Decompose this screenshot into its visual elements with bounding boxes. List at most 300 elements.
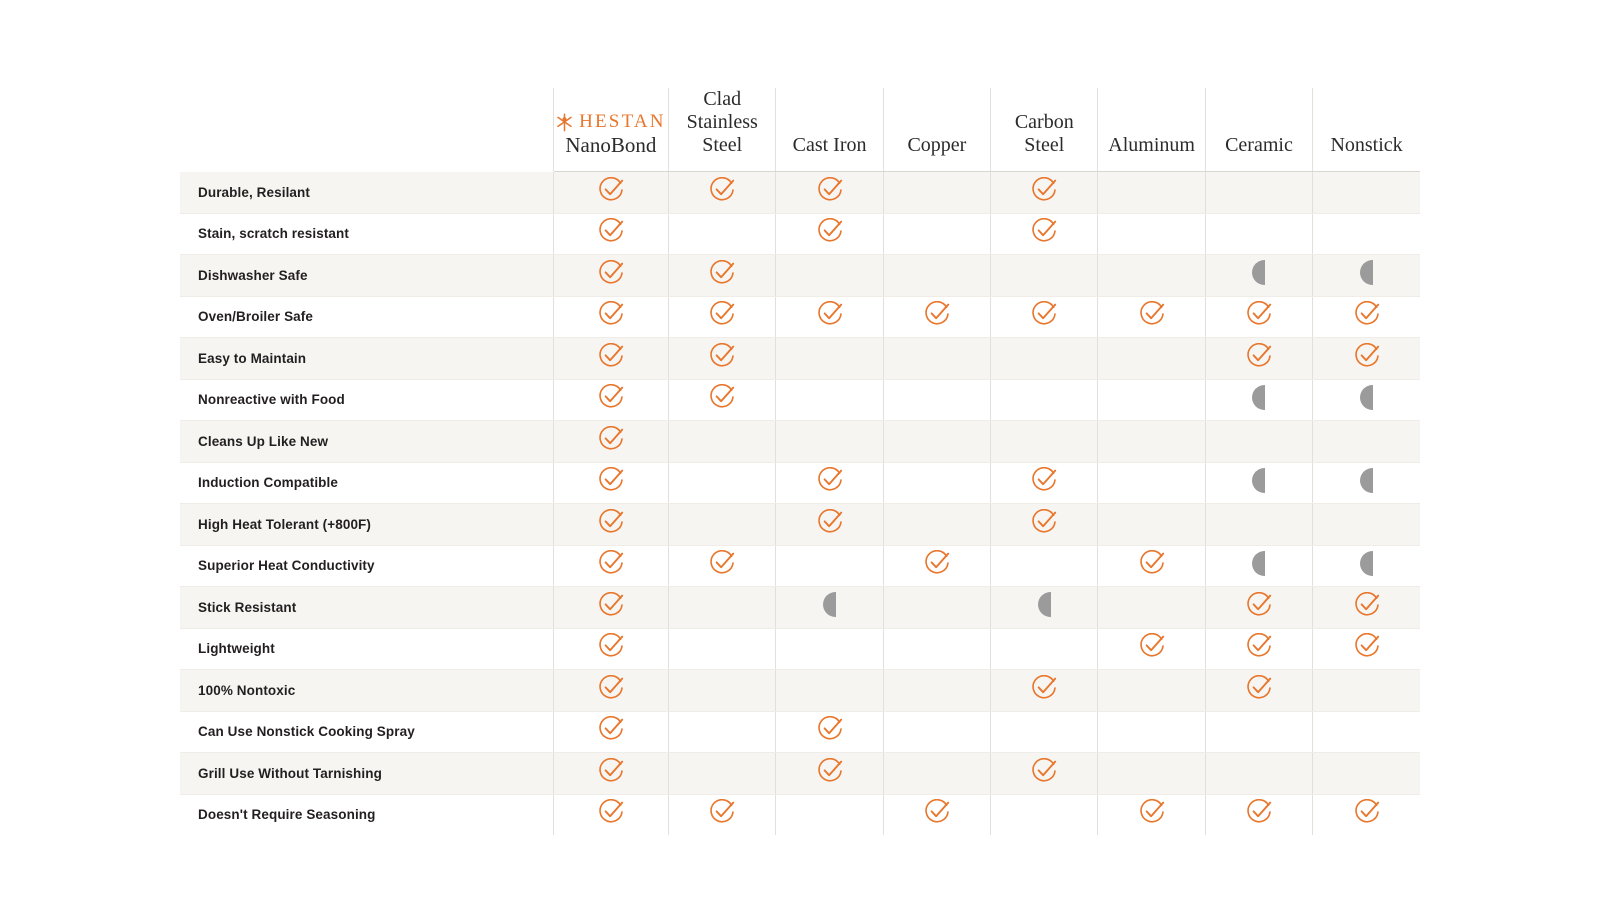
cell-nonstick-0	[1313, 172, 1420, 214]
empty-cell	[1151, 486, 1152, 487]
cell-carbon-steel-15	[991, 794, 1098, 835]
cell-hestan-nanobond-9	[553, 545, 668, 587]
half-circle-icon	[1252, 551, 1265, 576]
cell-nonstick-14	[1313, 753, 1420, 795]
empty-cell	[829, 361, 830, 362]
column-header-copper: Copper	[883, 88, 990, 172]
feature-label: 100% Nontoxic	[180, 670, 553, 712]
half-circle-icon	[1360, 260, 1373, 285]
empty-cell	[1044, 735, 1045, 736]
empty-cell	[722, 237, 723, 238]
cell-copper-7	[883, 462, 990, 504]
check-mark-icon	[598, 384, 624, 410]
cell-ceramic-8	[1205, 504, 1312, 546]
check-mark-icon	[598, 177, 624, 203]
check-mark-icon	[598, 716, 624, 742]
cell-copper-5	[883, 379, 990, 421]
cell-aluminum-1	[1098, 213, 1205, 255]
cell-cast-iron-5	[776, 379, 883, 421]
half-circle-icon	[823, 592, 836, 617]
cell-hestan-nanobond-2	[553, 255, 668, 297]
empty-cell	[1044, 278, 1045, 279]
check-mark-icon	[1246, 592, 1272, 618]
table-row	[180, 296, 1420, 338]
cell-aluminum-4	[1098, 338, 1205, 380]
cell-ceramic-0	[1205, 172, 1312, 214]
cell-cast-iron-10	[776, 587, 883, 629]
cell-ceramic-15	[1205, 794, 1312, 835]
empty-cell	[936, 610, 937, 611]
empty-cell	[1258, 444, 1259, 445]
brand-name: HESTAN	[579, 111, 666, 133]
empty-cell	[936, 735, 937, 736]
cell-copper-14	[883, 753, 990, 795]
cell-carbon-steel-1	[991, 213, 1098, 255]
cell-aluminum-0	[1098, 172, 1205, 214]
empty-cell	[1258, 195, 1259, 196]
cell-hestan-nanobond-8	[553, 504, 668, 546]
cell-clad-stainless-steel-10	[669, 587, 776, 629]
cell-hestan-nanobond-10	[553, 587, 668, 629]
empty-cell	[722, 486, 723, 487]
check-mark-icon	[817, 716, 843, 742]
feature-label: Durable, Resilant	[180, 172, 553, 214]
cell-carbon-steel-8	[991, 504, 1098, 546]
empty-cell	[1044, 361, 1045, 362]
cell-ceramic-3	[1205, 296, 1312, 338]
cell-nonstick-10	[1313, 587, 1420, 629]
empty-cell	[1044, 444, 1045, 445]
cell-clad-stainless-steel-15	[669, 794, 776, 835]
cell-ceramic-2	[1205, 255, 1312, 297]
empty-cell	[829, 652, 830, 653]
cell-clad-stainless-steel-5	[669, 379, 776, 421]
feature-label: Doesn't Require Seasoning	[198, 807, 376, 823]
check-mark-icon	[817, 467, 843, 493]
cell-aluminum-11	[1098, 628, 1205, 670]
cell-clad-stainless-steel-11	[669, 628, 776, 670]
check-mark-icon	[1246, 633, 1272, 659]
cell-aluminum-8	[1098, 504, 1205, 546]
empty-cell	[936, 237, 937, 238]
check-mark-icon	[817, 758, 843, 784]
cell-copper-11	[883, 628, 990, 670]
cookware-comparison-table	[180, 88, 1420, 835]
cell-clad-stainless-steel-3	[669, 296, 776, 338]
half-circle-icon	[1360, 468, 1373, 493]
cell-copper-1	[883, 213, 990, 255]
check-mark-icon	[1246, 343, 1272, 369]
table-row	[180, 213, 1420, 255]
cell-hestan-nanobond-3	[553, 296, 668, 338]
cell-hestan-nanobond-5	[553, 379, 668, 421]
empty-cell	[722, 693, 723, 694]
brand-subname: NanoBond	[565, 132, 657, 157]
empty-cell	[936, 652, 937, 653]
cell-hestan-nanobond-7	[553, 462, 668, 504]
empty-cell	[1366, 693, 1367, 694]
feature-label: Dishwasher Safe	[180, 255, 553, 297]
cell-cast-iron-12	[776, 670, 883, 712]
column-header-ceramic: Ceramic	[1205, 88, 1312, 172]
cell-carbon-steel-12	[991, 670, 1098, 712]
cell-carbon-steel-4	[991, 338, 1098, 380]
cell-nonstick-7	[1313, 462, 1420, 504]
half-circle-icon	[1360, 385, 1373, 410]
cell-ceramic-1	[1205, 213, 1312, 255]
check-mark-icon	[598, 467, 624, 493]
cell-ceramic-7	[1205, 462, 1312, 504]
cell-clad-stainless-steel-14	[669, 753, 776, 795]
check-mark-icon	[1246, 675, 1272, 701]
empty-cell	[1151, 610, 1152, 611]
check-mark-icon	[1354, 343, 1380, 369]
cell-cast-iron-2	[776, 255, 883, 297]
column-header-aluminum: Aluminum	[1098, 88, 1205, 172]
empty-cell	[829, 693, 830, 694]
empty-cell	[936, 776, 937, 777]
cell-hestan-nanobond-13	[553, 711, 668, 753]
empty-cell	[722, 444, 723, 445]
table-row	[180, 421, 1420, 463]
table-row	[180, 255, 1420, 297]
check-mark-icon	[709, 343, 735, 369]
cell-cast-iron-11	[776, 628, 883, 670]
empty-cell	[936, 361, 937, 362]
check-mark-icon	[924, 550, 950, 576]
table-row	[180, 172, 1420, 214]
table-row	[180, 545, 1420, 587]
table-row	[180, 587, 1420, 629]
half-circle-icon	[1252, 260, 1265, 285]
cell-hestan-nanobond-6	[553, 421, 668, 463]
empty-cell	[1044, 403, 1045, 404]
check-mark-icon	[709, 799, 735, 825]
cell-carbon-steel-13	[991, 711, 1098, 753]
feature-label: Nonreactive with Food	[180, 379, 553, 421]
cell-clad-stainless-steel-4	[669, 338, 776, 380]
cell-copper-12	[883, 670, 990, 712]
empty-cell	[1151, 527, 1152, 528]
cell-cast-iron-8	[776, 504, 883, 546]
cell-carbon-steel-7	[991, 462, 1098, 504]
cell-hestan-nanobond-11	[553, 628, 668, 670]
empty-cell	[936, 527, 937, 528]
cell-cast-iron-13	[776, 711, 883, 753]
empty-cell	[722, 652, 723, 653]
check-mark-icon	[1031, 301, 1057, 327]
cell-copper-15	[883, 794, 990, 835]
cell-cast-iron-4	[776, 338, 883, 380]
cell-nonstick-4	[1313, 338, 1420, 380]
cell-carbon-steel-3	[991, 296, 1098, 338]
check-mark-icon	[1246, 301, 1272, 327]
empty-cell	[1366, 735, 1367, 736]
cell-nonstick-5	[1313, 379, 1420, 421]
empty-cell	[722, 610, 723, 611]
check-mark-icon	[1354, 301, 1380, 327]
empty-cell	[1258, 776, 1259, 777]
check-mark-icon	[598, 343, 624, 369]
table-row	[180, 794, 1420, 835]
half-circle-icon	[1252, 468, 1265, 493]
cell-aluminum-12	[1098, 670, 1205, 712]
feature-label: Induction Compatible	[180, 462, 553, 504]
feature-label: Cleans Up Like New	[180, 421, 553, 463]
empty-cell	[936, 486, 937, 487]
empty-cell	[936, 195, 937, 196]
empty-cell	[1366, 237, 1367, 238]
empty-cell	[829, 403, 830, 404]
comparison-table-wrapper	[180, 88, 1420, 835]
feature-label: Easy to Maintain	[180, 338, 553, 380]
cell-clad-stainless-steel-7	[669, 462, 776, 504]
check-mark-icon	[598, 550, 624, 576]
cell-copper-2	[883, 255, 990, 297]
cell-carbon-steel-2	[991, 255, 1098, 297]
cell-nonstick-11	[1313, 628, 1420, 670]
cell-copper-0	[883, 172, 990, 214]
check-mark-icon	[1354, 799, 1380, 825]
check-mark-icon	[598, 633, 624, 659]
cell-nonstick-9	[1313, 545, 1420, 587]
check-mark-icon	[709, 301, 735, 327]
column-header-carbon-steel: Carbon Steel	[991, 88, 1098, 172]
check-mark-icon	[924, 301, 950, 327]
cell-cast-iron-7	[776, 462, 883, 504]
cell-aluminum-14	[1098, 753, 1205, 795]
cell-clad-stainless-steel-9	[669, 545, 776, 587]
empty-cell	[1366, 776, 1367, 777]
check-mark-icon	[1354, 592, 1380, 618]
cell-nonstick-12	[1313, 670, 1420, 712]
half-circle-icon	[1360, 551, 1373, 576]
check-mark-icon	[817, 218, 843, 244]
check-mark-icon	[598, 426, 624, 452]
cell-ceramic-6	[1205, 421, 1312, 463]
column-header-cast-iron: Cast Iron	[776, 88, 883, 172]
check-mark-icon	[598, 260, 624, 286]
empty-cell	[1044, 569, 1045, 570]
cell-hestan-nanobond-1	[553, 213, 668, 255]
empty-cell	[1258, 237, 1259, 238]
check-mark-icon	[1139, 550, 1165, 576]
cell-aluminum-6	[1098, 421, 1205, 463]
empty-cell	[722, 527, 723, 528]
check-mark-icon	[1139, 301, 1165, 327]
empty-cell	[1151, 776, 1152, 777]
table-row	[180, 753, 1420, 795]
cell-ceramic-10	[1205, 587, 1312, 629]
cell-aluminum-7	[1098, 462, 1205, 504]
cell-copper-6	[883, 421, 990, 463]
check-mark-icon	[1031, 509, 1057, 535]
table-row	[180, 338, 1420, 380]
cell-carbon-steel-10	[991, 587, 1098, 629]
cell-ceramic-9	[1205, 545, 1312, 587]
cell-aluminum-3	[1098, 296, 1205, 338]
check-mark-icon	[1031, 675, 1057, 701]
check-mark-icon	[598, 675, 624, 701]
cell-hestan-nanobond-4	[553, 338, 668, 380]
cell-cast-iron-3	[776, 296, 883, 338]
empty-cell	[936, 693, 937, 694]
half-circle-icon	[1038, 592, 1051, 617]
cell-nonstick-1	[1313, 213, 1420, 255]
feature-label: Superior Heat Conductivity	[180, 545, 553, 587]
check-mark-icon	[709, 260, 735, 286]
check-mark-icon	[598, 799, 624, 825]
table-body	[180, 172, 1420, 836]
cell-ceramic-13	[1205, 711, 1312, 753]
cell-nonstick-15	[1313, 794, 1420, 835]
empty-cell	[1151, 237, 1152, 238]
feature-label: Grill Use Without Tarnishing	[180, 753, 553, 795]
cell-carbon-steel-11	[991, 628, 1098, 670]
cell-ceramic-12	[1205, 670, 1312, 712]
empty-cell	[829, 278, 830, 279]
cell-clad-stainless-steel-6	[669, 421, 776, 463]
check-mark-icon	[598, 758, 624, 784]
cell-carbon-steel-6	[991, 421, 1098, 463]
check-mark-icon	[1031, 218, 1057, 244]
empty-cell	[1151, 195, 1152, 196]
empty-cell	[722, 735, 723, 736]
cell-cast-iron-0	[776, 172, 883, 214]
cell-clad-stainless-steel-1	[669, 213, 776, 255]
cell-aluminum-13	[1098, 711, 1205, 753]
empty-cell	[1151, 361, 1152, 362]
empty-cell	[1151, 278, 1152, 279]
check-mark-icon	[924, 799, 950, 825]
hestan-spark-icon	[556, 113, 573, 132]
empty-cell	[829, 818, 830, 819]
cell-aluminum-9	[1098, 545, 1205, 587]
table-header	[180, 88, 1420, 172]
empty-cell	[1258, 735, 1259, 736]
cell-clad-stainless-steel-0	[669, 172, 776, 214]
check-mark-icon	[817, 177, 843, 203]
check-mark-icon	[1246, 799, 1272, 825]
cell-cast-iron-15	[776, 794, 883, 835]
empty-cell	[829, 569, 830, 570]
cell-carbon-steel-14	[991, 753, 1098, 795]
column-header-nonstick: Nonstick	[1313, 88, 1420, 172]
cell-copper-13	[883, 711, 990, 753]
empty-cell	[1151, 693, 1152, 694]
half-circle-icon	[1252, 385, 1265, 410]
cell-cast-iron-1	[776, 213, 883, 255]
cell-carbon-steel-5	[991, 379, 1098, 421]
empty-cell	[936, 278, 937, 279]
empty-cell	[1366, 444, 1367, 445]
cell-hestan-nanobond-14	[553, 753, 668, 795]
table-row	[180, 379, 1420, 421]
cell-cast-iron-6	[776, 421, 883, 463]
cell-copper-4	[883, 338, 990, 380]
empty-cell	[936, 444, 937, 445]
feature-label: Lightweight	[180, 628, 553, 670]
empty-cell	[1044, 652, 1045, 653]
feature-label: High Heat Tolerant (+800F)	[180, 504, 553, 546]
feature-label: Oven/Broiler Safe	[180, 296, 553, 338]
feature-label: Can Use Nonstick Cooking Spray	[180, 711, 553, 753]
cell-clad-stainless-steel-12	[669, 670, 776, 712]
column-header-hestan-nanobond	[553, 88, 668, 172]
column-header-clad-stainless-steel: Clad Stainless Steel	[669, 88, 776, 172]
check-mark-icon	[1031, 177, 1057, 203]
cell-aluminum-15	[1098, 794, 1205, 835]
empty-cell	[936, 403, 937, 404]
empty-cell	[1151, 444, 1152, 445]
cell-ceramic-14	[1205, 753, 1312, 795]
check-mark-icon	[598, 218, 624, 244]
check-mark-icon	[598, 509, 624, 535]
cell-clad-stainless-steel-13	[669, 711, 776, 753]
empty-cell	[1366, 195, 1367, 196]
check-mark-icon	[817, 301, 843, 327]
check-mark-icon	[1031, 758, 1057, 784]
cell-hestan-nanobond-12	[553, 670, 668, 712]
cell-carbon-steel-9	[991, 545, 1098, 587]
check-mark-icon	[1031, 467, 1057, 493]
cell-ceramic-11	[1205, 628, 1312, 670]
cell-clad-stainless-steel-2	[669, 255, 776, 297]
empty-cell	[1258, 527, 1259, 528]
empty-cell	[1151, 735, 1152, 736]
cell-nonstick-2	[1313, 255, 1420, 297]
feature-label: Stick Resistant	[180, 587, 553, 629]
check-mark-icon	[598, 592, 624, 618]
empty-cell	[722, 776, 723, 777]
cell-nonstick-6	[1313, 421, 1420, 463]
check-mark-icon	[598, 301, 624, 327]
check-mark-icon	[709, 384, 735, 410]
table-row	[180, 670, 1420, 712]
cell-hestan-nanobond-15	[553, 794, 668, 835]
check-mark-icon	[709, 550, 735, 576]
cell-hestan-nanobond-0	[553, 172, 668, 214]
cell-aluminum-2	[1098, 255, 1205, 297]
cell-nonstick-3	[1313, 296, 1420, 338]
check-mark-icon	[709, 177, 735, 203]
cell-carbon-steel-0	[991, 172, 1098, 214]
cell-clad-stainless-steel-8	[669, 504, 776, 546]
check-mark-icon	[817, 509, 843, 535]
table-row	[180, 628, 1420, 670]
feature-column-header	[180, 88, 553, 172]
empty-cell	[1151, 403, 1152, 404]
cell-copper-8	[883, 504, 990, 546]
empty-cell	[1044, 818, 1045, 819]
check-mark-icon	[1139, 799, 1165, 825]
cell-cast-iron-9	[776, 545, 883, 587]
cell-cast-iron-14	[776, 753, 883, 795]
check-mark-icon	[1139, 633, 1165, 659]
cell-ceramic-5	[1205, 379, 1312, 421]
table-row	[180, 504, 1420, 546]
cell-copper-10	[883, 587, 990, 629]
feature-label: Stain, scratch resistant	[180, 213, 553, 255]
cell-copper-9	[883, 545, 990, 587]
table-row	[180, 711, 1420, 753]
empty-cell	[1366, 527, 1367, 528]
cell-ceramic-4	[1205, 338, 1312, 380]
cell-nonstick-8	[1313, 504, 1420, 546]
cell-copper-3	[883, 296, 990, 338]
cell-aluminum-5	[1098, 379, 1205, 421]
cell-nonstick-13	[1313, 711, 1420, 753]
